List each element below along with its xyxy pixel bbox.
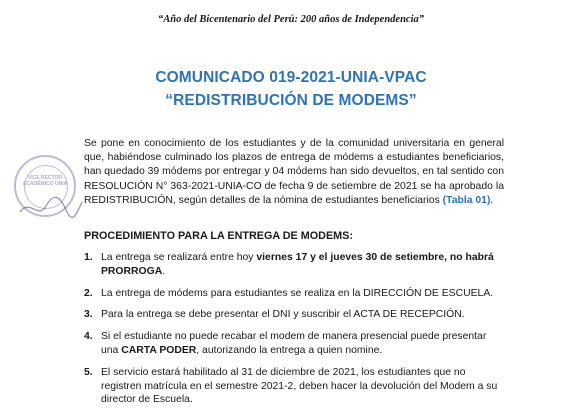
- list-item: [84, 366, 504, 407]
- item-text-end: , autorizando la entrega a quien nomine.: [196, 344, 383, 356]
- item-number: 2.: [84, 287, 93, 299]
- item-text: El servicio estará habilitado al 31 de diciembre de 2021, los estudiantes que no registren matrícula en el semestre 2021-2, deben hacer la devolución del Modem a su director de Escuela.: [101, 366, 498, 406]
- item-text: La entrega se realizará entre hoy: [101, 252, 257, 263]
- list-item: [84, 251, 504, 279]
- item-number: 4.: [84, 331, 93, 343]
- item-number: 1.: [84, 252, 93, 263]
- item-emphasis: CARTA PODER: [121, 344, 197, 356]
- document-subtitle: “REDISTRIBUCIÓN DE MODEMS”: [165, 92, 417, 109]
- item-text: Si el estudiante no puede recabar el modem de manera presencial puede presentar una: [101, 331, 487, 356]
- intro-end: .: [490, 194, 494, 206]
- list-item: [84, 287, 504, 301]
- table-reference: (Tabla 01): [442, 194, 491, 206]
- signature-scribble: [16, 192, 86, 222]
- item-emphasis: viernes 17 y el jueves 30 de setiembre, no habrá PRORROGA: [101, 252, 494, 277]
- document-title: COMUNICADO 019-2021-UNIA-VPAC: [155, 69, 427, 86]
- header-motto: “Año del Bicentenario del Perú: 200 años de Independencia”: [158, 14, 424, 25]
- item-number: 3.: [84, 309, 93, 321]
- stamp-text: VICE RECTOR ACADÉMICO UNIA: [22, 175, 68, 187]
- procedure-heading: PROCEDIMIENTO PARA LA ENTREGA DE MODEMS:: [84, 230, 353, 242]
- list-item: [84, 330, 504, 358]
- item-number: 5.: [84, 366, 93, 378]
- intro-text: Se pone en conocimiento de los estudiantes y de la comunidad universitaria en general que, habiéndose culminado los plazos de entrega de módems a estudiantes beneficiarios, han quedado 39 módems por entregar y 04 módems han sido devueltos, en tal sentido con RESOLUCIÓN N° 363-2021-UNIA-CO de fecha 9 de setiembre de 2021 se ha aprobado la REDISTRIBUCIÓN, según detalles de la nómina de estudiantes beneficiarios: [84, 138, 504, 206]
- item-text: Para la entrega se debe presentar el DNI y suscribir el ACTA DE RECEPCIÓN.: [101, 309, 465, 321]
- procedure-list: [84, 251, 504, 415]
- intro-paragraph: [84, 137, 504, 208]
- item-text: La entrega de módems para estudiantes se realiza en la DIRECCIÓN DE ESCUELA.: [101, 287, 494, 299]
- item-text-end: .: [162, 265, 166, 277]
- list-item: [84, 308, 504, 322]
